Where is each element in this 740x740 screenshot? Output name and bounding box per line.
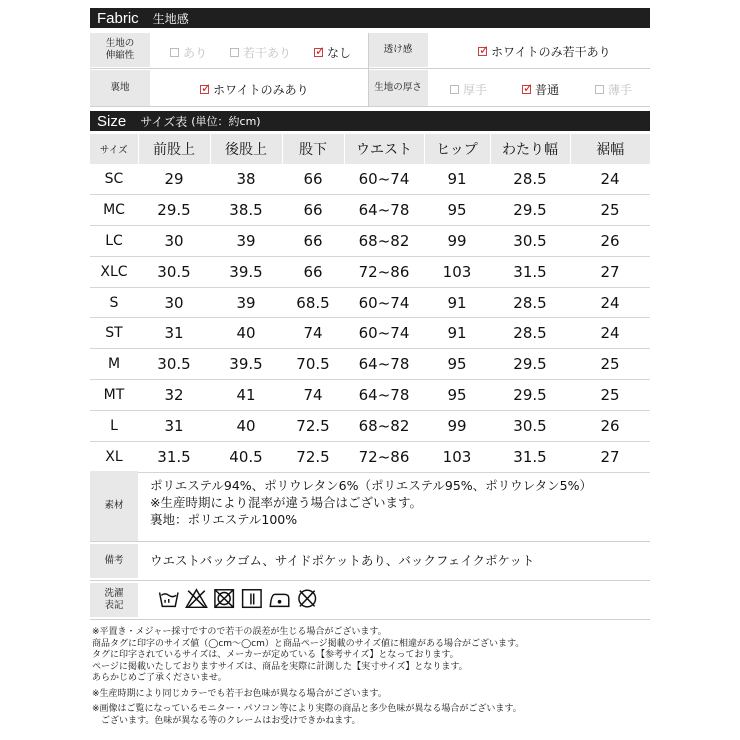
divider [90, 541, 650, 542]
remarks-label: 備考 [90, 544, 138, 578]
no-dry-clean-icon [299, 590, 316, 607]
sheer-label: 透け感 [368, 33, 428, 67]
measurement-cell: 40 [210, 411, 282, 442]
material-text [150, 477, 592, 528]
fabric-subtitle: 生地感 [152, 11, 189, 26]
measurement-cell: 64~78 [344, 380, 424, 411]
note-line: ページに掲載いたしておりますサイズは、商品を実際に計測した【実寸サイズ】となります。 [92, 661, 468, 672]
checkbox-icon [595, 85, 604, 94]
care-label-line1: 洗濯 [104, 588, 124, 599]
size-name-cell: ST [90, 318, 138, 349]
checkbox-icon [450, 85, 459, 94]
measurement-cell: 74 [282, 380, 344, 411]
table-row [90, 194, 650, 225]
checkbox-icon [230, 48, 239, 57]
wash-tub-icon [160, 593, 178, 607]
size-name-cell: L [90, 411, 138, 442]
notes [92, 627, 524, 727]
measurement-cell: 66 [282, 225, 344, 256]
note-line: ※平置き・メジャー採寸ですので若干の誤差が生じる場合がございます。 [92, 627, 387, 637]
size-table [90, 134, 650, 473]
measurement-cell: 27 [570, 256, 650, 287]
size-name-cell: S [90, 287, 138, 318]
care-label [90, 583, 138, 617]
sheer-option[interactable] [478, 43, 611, 60]
note-line: タグに印字されているサイズは、メーカーが定めている【参考サイズ】となっております。 [92, 650, 459, 660]
divider [90, 580, 650, 581]
thickness-option-thick[interactable] [450, 81, 487, 98]
measurement-cell: 24 [570, 287, 650, 318]
measurement-cell: 70.5 [282, 349, 344, 380]
column-header: 股下 [282, 134, 344, 164]
stretch-label-line1: 生地の [105, 38, 135, 49]
column-header: ヒップ [424, 134, 490, 164]
measurement-cell: 25 [570, 194, 650, 225]
measurement-cell: 29 [138, 164, 210, 194]
measurement-cell: 26 [570, 411, 650, 442]
measurement-cell: 31 [138, 318, 210, 349]
thickness-option-thin[interactable] [595, 81, 632, 98]
size-table-header [90, 134, 650, 164]
divider [90, 619, 650, 620]
lining-option[interactable] [200, 81, 309, 98]
measurement-cell: 38.5 [210, 194, 282, 225]
size-subtitle: サイズ表 [140, 114, 188, 129]
measurement-cell: 25 [570, 380, 650, 411]
measurement-cell: 95 [424, 380, 490, 411]
measurement-cell: 29.5 [490, 380, 570, 411]
measurement-cell: 30.5 [490, 225, 570, 256]
column-header: 裾幅 [570, 134, 650, 164]
column-header: 前股上 [138, 134, 210, 164]
lining-label: 裏地 [90, 70, 150, 106]
measurement-cell: 95 [424, 194, 490, 225]
fabric-header [90, 8, 650, 28]
size-title: Size [97, 112, 127, 130]
material-line: 裏地：ポリエステル100% [150, 512, 298, 527]
stretch-option-slight[interactable] [230, 44, 291, 61]
measurement-cell: 38 [210, 164, 282, 194]
option-label: ホワイトのみ若干あり [491, 45, 611, 59]
measurement-cell: 66 [282, 256, 344, 287]
measurement-cell: 72.5 [282, 411, 344, 442]
measurement-cell: 64~78 [344, 194, 424, 225]
measurement-cell: 72.5 [282, 442, 344, 473]
measurement-cell: 27 [570, 442, 650, 473]
measurement-cell: 28.5 [490, 287, 570, 318]
measurement-cell: 91 [424, 318, 490, 349]
size-name-cell: XL [90, 442, 138, 473]
measurement-cell: 66 [282, 194, 344, 225]
no-tumble-dry-icon [215, 590, 233, 608]
option-label: ホワイトのみあり [213, 83, 309, 97]
note-line: ※生産時期により同じカラーでも若干お色味が異なる場合がございます。 [92, 688, 387, 699]
stretch-label [90, 33, 150, 67]
note-line: ございます。色味が異なる等のクレームはお受けできかねます。 [92, 715, 361, 726]
measurement-cell: 72~86 [344, 442, 424, 473]
measurement-cell: 99 [424, 225, 490, 256]
table-row [90, 287, 650, 318]
table-row [90, 411, 650, 442]
size-table-body [90, 164, 650, 472]
measurement-cell: 68~82 [344, 225, 424, 256]
measurement-cell: 30.5 [138, 349, 210, 380]
measurement-cell: 72~86 [344, 256, 424, 287]
fabric-title: Fabric [97, 9, 139, 27]
measurement-cell: 31.5 [138, 442, 210, 473]
option-label: あり [183, 46, 208, 60]
thickness-option-normal[interactable] [522, 81, 559, 98]
measurement-cell: 103 [424, 442, 490, 473]
thickness-label: 生地の厚さ [368, 70, 428, 106]
material-label: 素材 [90, 471, 138, 541]
care-icons [150, 587, 350, 611]
measurement-cell: 40 [210, 318, 282, 349]
measurement-cell: 60~74 [344, 164, 424, 194]
option-label: 薄手 [608, 83, 633, 97]
stretch-label-line2: 伸縮性 [105, 50, 135, 61]
size-header [90, 111, 650, 131]
measurement-cell: 31.5 [490, 256, 570, 287]
table-row [90, 164, 650, 194]
measurement-cell: 29.5 [138, 194, 210, 225]
low-iron-icon [270, 594, 288, 606]
divider [90, 106, 650, 107]
table-row [90, 442, 650, 473]
measurement-cell: 31.5 [490, 442, 570, 473]
measurement-cell: 39 [210, 225, 282, 256]
check-icon [522, 85, 531, 94]
check-icon [478, 47, 487, 56]
option-label: なし [327, 46, 352, 60]
size-name-cell: SC [90, 164, 138, 194]
measurement-cell: 95 [424, 349, 490, 380]
divider [90, 68, 650, 69]
line-dry-icon [243, 590, 261, 608]
table-row [90, 225, 650, 256]
measurement-cell: 30.5 [138, 256, 210, 287]
measurement-cell: 31 [138, 411, 210, 442]
table-row [90, 256, 650, 287]
measurement-cell: 29.5 [490, 349, 570, 380]
material-line: ※生産時期により混率が違う場合はございます。 [150, 495, 422, 510]
stretch-option-none[interactable] [314, 44, 351, 61]
note-line: 商品タグに印字のサイズ値（◯cm〜◯cm）と商品ページ掲載のサイズ値に相違がある場合がございます。 [92, 638, 525, 649]
measurement-cell: 103 [424, 256, 490, 287]
option-label: 普通 [535, 83, 560, 97]
measurement-cell: 24 [570, 318, 650, 349]
size-name-cell: MT [90, 380, 138, 411]
column-header: サイズ [90, 134, 138, 164]
remarks-text: ウエストバックゴム、サイドポケットあり、バックフェイクポケット [150, 553, 535, 568]
size-name-cell: M [90, 349, 138, 380]
measurement-cell: 30.5 [490, 411, 570, 442]
material-line: ポリエステル94%、ポリウレタン6%（ポリエステル95%、ポリウレタン5%） [150, 478, 592, 493]
checkbox-icon [170, 48, 179, 57]
note-line: ※画像はご覧になっているモニター・パソコン等により実際の商品と多少色味が異なる場合がございます。 [92, 704, 522, 714]
measurement-cell: 91 [424, 287, 490, 318]
check-icon [200, 85, 209, 94]
table-row [90, 349, 650, 380]
measurement-cell: 91 [424, 164, 490, 194]
table-row [90, 318, 650, 349]
measurement-cell: 24 [570, 164, 650, 194]
measurement-cell: 68~82 [344, 411, 424, 442]
stretch-option-yes[interactable] [170, 44, 207, 61]
column-header: ウエスト [344, 134, 424, 164]
measurement-cell: 26 [570, 225, 650, 256]
measurement-cell: 39 [210, 287, 282, 318]
measurement-cell: 28.5 [490, 318, 570, 349]
size-name-cell: MC [90, 194, 138, 225]
size-unit: (単位：約cm) [191, 115, 261, 128]
note-line: あらかじめご了承くださいませ。 [92, 673, 227, 683]
table-row [90, 380, 650, 411]
option-label: 若干あり [243, 46, 292, 60]
measurement-cell: 30 [138, 287, 210, 318]
measurement-cell: 60~74 [344, 318, 424, 349]
measurement-cell: 99 [424, 411, 490, 442]
measurement-cell: 41 [210, 380, 282, 411]
measurement-cell: 28.5 [490, 164, 570, 194]
option-label: 厚手 [463, 83, 488, 97]
measurement-cell: 60~74 [344, 287, 424, 318]
measurement-cell: 30 [138, 225, 210, 256]
column-header: 後股上 [210, 134, 282, 164]
measurement-cell: 40.5 [210, 442, 282, 473]
measurement-cell: 32 [138, 380, 210, 411]
measurement-cell: 66 [282, 164, 344, 194]
size-name-cell: LC [90, 225, 138, 256]
measurement-cell: 29.5 [490, 194, 570, 225]
measurement-cell: 39.5 [210, 256, 282, 287]
care-label-line2: 表記 [104, 600, 124, 611]
column-header: わたり幅 [490, 134, 570, 164]
measurement-cell: 25 [570, 349, 650, 380]
measurement-cell: 64~78 [344, 349, 424, 380]
divider [368, 33, 369, 106]
no-bleach-icon [186, 590, 206, 608]
check-icon [314, 48, 323, 57]
measurement-cell: 39.5 [210, 349, 282, 380]
measurement-cell: 68.5 [282, 287, 344, 318]
measurement-cell: 74 [282, 318, 344, 349]
size-name-cell: XLC [90, 256, 138, 287]
